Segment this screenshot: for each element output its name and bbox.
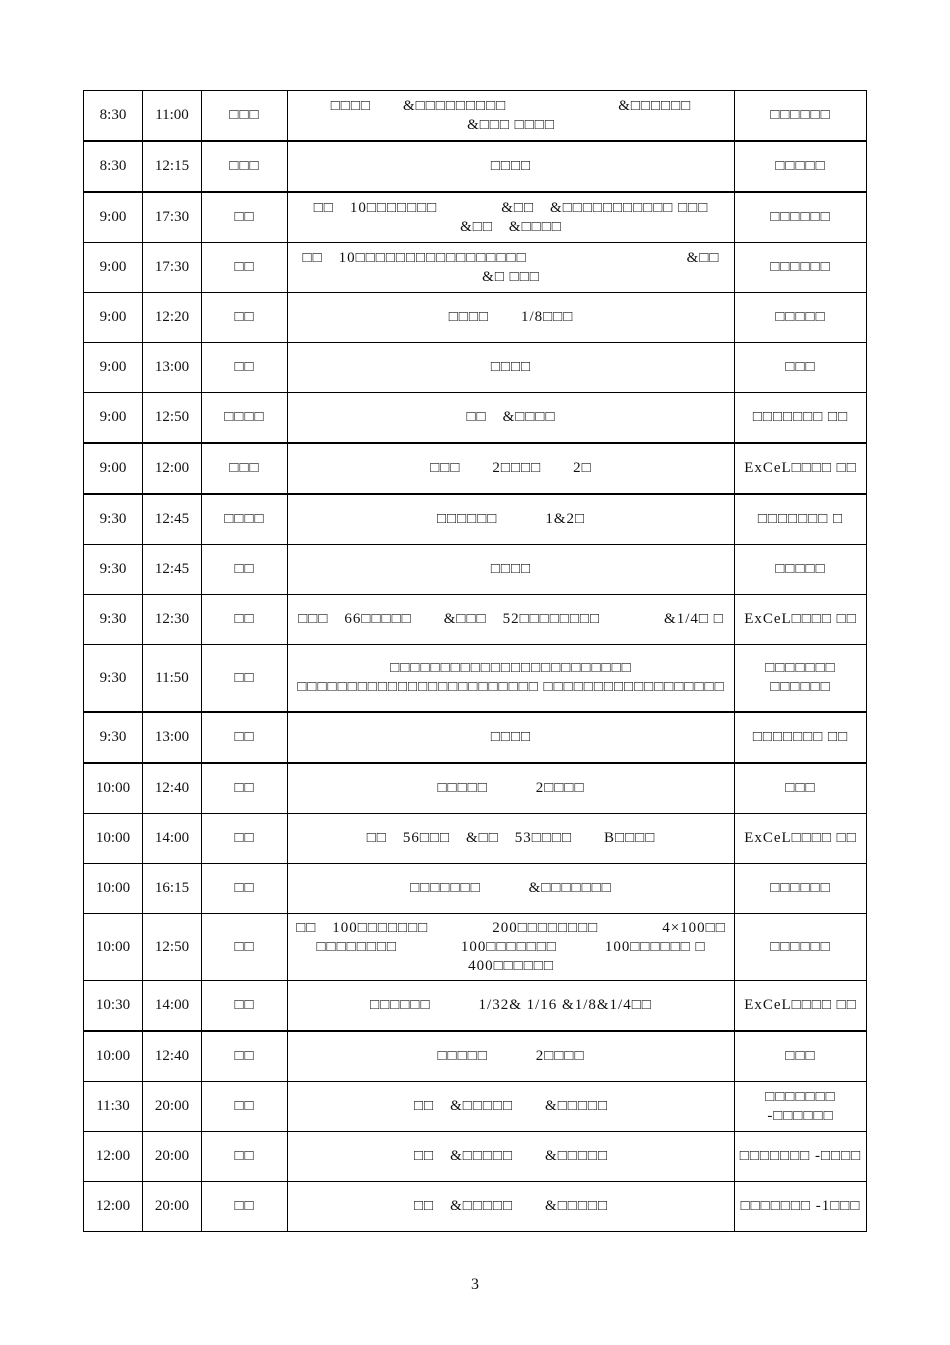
- table-row: [84, 343, 867, 393]
- start-time: 10:00: [84, 864, 143, 914]
- start-time: 10:00: [84, 1031, 143, 1082]
- start-time: 8:30: [84, 91, 143, 142]
- venue: □□□: [735, 343, 867, 393]
- start-time: 9:30: [84, 645, 143, 713]
- venue: □□□□□□: [735, 243, 867, 293]
- event-category: □□: [202, 763, 288, 814]
- event-description: □□ &□□□□□ &□□□□□: [288, 1132, 735, 1182]
- table-row: [84, 494, 867, 545]
- end-time: 20:00: [143, 1182, 202, 1232]
- table-row: [84, 293, 867, 343]
- event-category: □□: [202, 1182, 288, 1232]
- start-time: 9:30: [84, 494, 143, 545]
- event-description: □□□ 66□□□□□ &□□□ 52□□□□□□□□ &1/4□ □: [288, 595, 735, 645]
- end-time: 11:50: [143, 645, 202, 713]
- event-description: □□□□ 1/8□□□: [288, 293, 735, 343]
- event-description: □□□□: [288, 545, 735, 595]
- end-time: 12:50: [143, 914, 202, 981]
- event-category: □□: [202, 814, 288, 864]
- end-time: 12:50: [143, 393, 202, 444]
- event-description: □□□□: [288, 141, 735, 192]
- event-description: □□□□ &□□□□□□□□□ &□□□□□□ &□□□ □□□□: [288, 91, 735, 142]
- table-row: [84, 1031, 867, 1082]
- venue: □□□□□□□ □: [735, 494, 867, 545]
- event-description: □□ 100□□□□□□□ 200□□□□□□□□ 4×100□□ □□□□□□□□ 100□□□□□□□ 100□□□□□□ □ 400□□□□□□: [288, 914, 735, 981]
- event-category: □□: [202, 1132, 288, 1182]
- event-category: □□□□: [202, 494, 288, 545]
- event-category: □□: [202, 192, 288, 243]
- end-time: 12:15: [143, 141, 202, 192]
- venue: □□□: [735, 1031, 867, 1082]
- table-row: [84, 645, 867, 713]
- start-time: 12:00: [84, 1132, 143, 1182]
- event-description: □□□□□ 2□□□□: [288, 763, 735, 814]
- table-row: [84, 545, 867, 595]
- end-time: 12:30: [143, 595, 202, 645]
- end-time: 12:40: [143, 763, 202, 814]
- end-time: 12:00: [143, 443, 202, 494]
- event-description: □□ &□□□□: [288, 393, 735, 444]
- event-description: □□ 10□□□□□□□□□□□□□□□□□ &□□ &□ □□□: [288, 243, 735, 293]
- end-time: 20:00: [143, 1082, 202, 1132]
- table-row: [84, 1182, 867, 1232]
- event-description: □□ &□□□□□ &□□□□□: [288, 1182, 735, 1232]
- schedule-table: [83, 90, 867, 1232]
- event-category: □□: [202, 293, 288, 343]
- venue: ExCeL□□□□ □□: [735, 814, 867, 864]
- table-row: [84, 1082, 867, 1132]
- venue: □□□□□□□ □□: [735, 712, 867, 763]
- start-time: 9:30: [84, 595, 143, 645]
- event-category: □□: [202, 864, 288, 914]
- table-row: [84, 243, 867, 293]
- event-description: □□ 56□□□ &□□ 53□□□□ B□□□□: [288, 814, 735, 864]
- end-time: 17:30: [143, 192, 202, 243]
- event-description: □□□□: [288, 343, 735, 393]
- event-category: □□: [202, 343, 288, 393]
- venue: ExCeL□□□□ □□: [735, 595, 867, 645]
- venue: □□□□□□: [735, 864, 867, 914]
- event-description: □□□□□□□□□□□□□□□□□□□□□□□□ □□□□□□□□□□□□□□□□□□□□□□□□ □□□□□□□□□□□□□□□□□□: [288, 645, 735, 713]
- table-row: [84, 763, 867, 814]
- event-description: □□□□□□□ &□□□□□□□: [288, 864, 735, 914]
- page-number: 3: [471, 1276, 479, 1293]
- end-time: 13:00: [143, 712, 202, 763]
- venue: □□□: [735, 763, 867, 814]
- event-description: □□□□□ 2□□□□: [288, 1031, 735, 1082]
- start-time: 9:00: [84, 192, 143, 243]
- event-description: □□ 10□□□□□□□ &□□ &□□□□□□□□□□□ □□□ &□□ &□□□□: [288, 192, 735, 243]
- venue: □□□□□□: [735, 914, 867, 981]
- table-row: [84, 393, 867, 444]
- event-category: □□□: [202, 91, 288, 142]
- event-category: □□: [202, 1031, 288, 1082]
- table-row: [84, 443, 867, 494]
- venue: □□□□□□□ -□□□□: [735, 1132, 867, 1182]
- table-row: [84, 814, 867, 864]
- event-category: □□: [202, 981, 288, 1032]
- table-row: [84, 712, 867, 763]
- end-time: 14:00: [143, 814, 202, 864]
- start-time: 9:00: [84, 393, 143, 444]
- start-time: 10:00: [84, 914, 143, 981]
- start-time: 9:30: [84, 712, 143, 763]
- start-time: 12:00: [84, 1182, 143, 1232]
- table-row: [84, 595, 867, 645]
- table-row: [84, 141, 867, 192]
- venue: □□□□□□□ □□: [735, 393, 867, 444]
- table-row: [84, 91, 867, 142]
- event-category: □□: [202, 712, 288, 763]
- table-row: [84, 1132, 867, 1182]
- event-description: □□ &□□□□□ &□□□□□: [288, 1082, 735, 1132]
- event-description: □□□ 2□□□□ 2□: [288, 443, 735, 494]
- venue: □□□□□□□ -1□□□: [735, 1182, 867, 1232]
- end-time: 12:45: [143, 494, 202, 545]
- end-time: 14:00: [143, 981, 202, 1032]
- event-category: □□□: [202, 141, 288, 192]
- start-time: 10:00: [84, 763, 143, 814]
- start-time: 9:00: [84, 343, 143, 393]
- start-time: 9:00: [84, 443, 143, 494]
- start-time: 9:30: [84, 545, 143, 595]
- event-category: □□: [202, 914, 288, 981]
- venue: □□□□□□□ -□□□□□□: [735, 1082, 867, 1132]
- venue: ExCeL□□□□ □□: [735, 443, 867, 494]
- venue: □□□□□: [735, 545, 867, 595]
- venue: □□□□□□: [735, 192, 867, 243]
- event-category: □□: [202, 243, 288, 293]
- table-row: [84, 914, 867, 981]
- table-row: [84, 192, 867, 243]
- event-category: □□□: [202, 443, 288, 494]
- start-time: 11:30: [84, 1082, 143, 1132]
- event-description: □□□□: [288, 712, 735, 763]
- table-row: [84, 864, 867, 914]
- end-time: 13:00: [143, 343, 202, 393]
- event-category: □□□□: [202, 393, 288, 444]
- event-category: □□: [202, 645, 288, 713]
- end-time: 12:20: [143, 293, 202, 343]
- venue: □□□□□: [735, 293, 867, 343]
- end-time: 12:40: [143, 1031, 202, 1082]
- venue: □□□□□: [735, 141, 867, 192]
- end-time: 12:45: [143, 545, 202, 595]
- end-time: 16:15: [143, 864, 202, 914]
- start-time: 10:00: [84, 814, 143, 864]
- start-time: 9:00: [84, 243, 143, 293]
- event-category: □□: [202, 545, 288, 595]
- start-time: 10:30: [84, 981, 143, 1032]
- event-category: □□: [202, 1082, 288, 1132]
- start-time: 9:00: [84, 293, 143, 343]
- end-time: 17:30: [143, 243, 202, 293]
- venue: □□□□□□: [735, 91, 867, 142]
- event-description: □□□□□□ 1&2□: [288, 494, 735, 545]
- end-time: 11:00: [143, 91, 202, 142]
- event-description: □□□□□□ 1/32& 1/16 &1/8&1/4□□: [288, 981, 735, 1032]
- table-row: [84, 981, 867, 1032]
- event-category: □□: [202, 595, 288, 645]
- end-time: 20:00: [143, 1132, 202, 1182]
- venue: ExCeL□□□□ □□: [735, 981, 867, 1032]
- venue: □□□□□□□ □□□□□□: [735, 645, 867, 713]
- start-time: 8:30: [84, 141, 143, 192]
